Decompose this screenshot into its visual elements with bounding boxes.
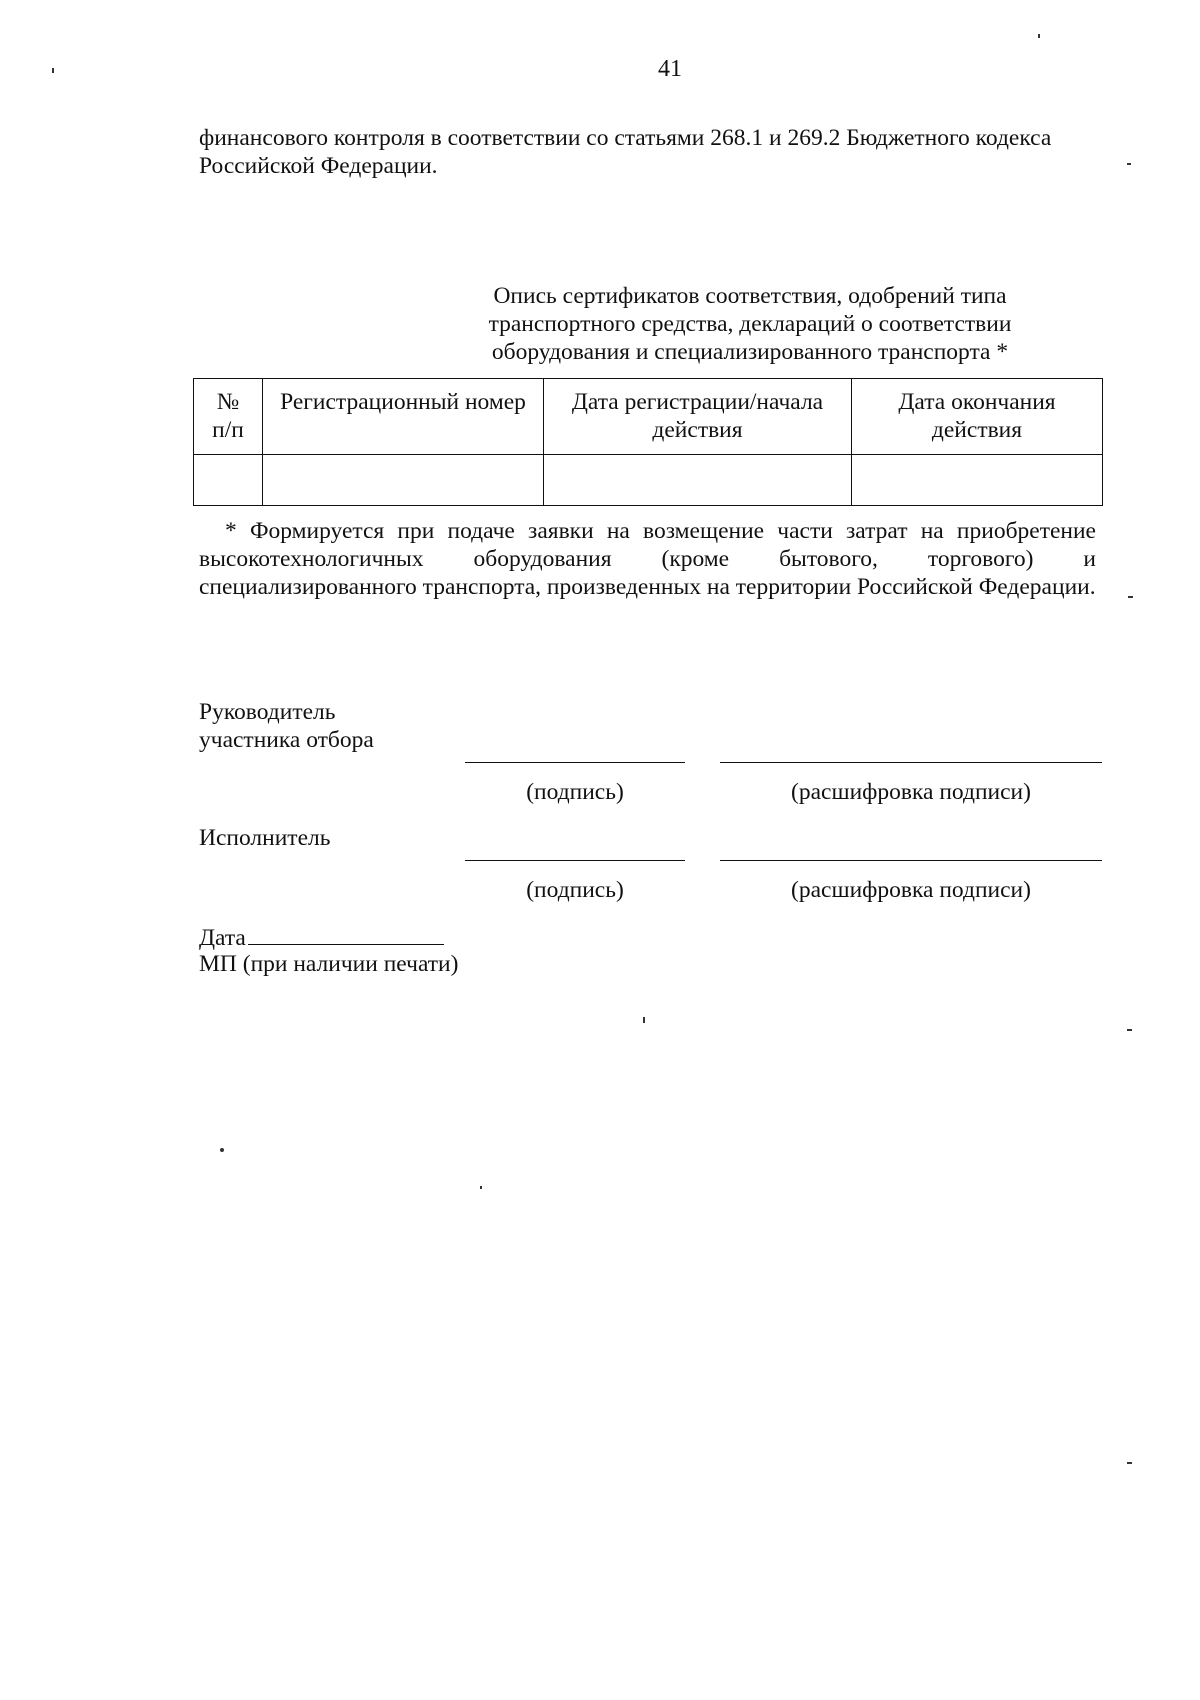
executor-label: Исполнитель: [199, 825, 331, 851]
scan-speck: [480, 1186, 482, 1189]
date-label: Дата: [199, 925, 246, 951]
header-end-date: [852, 379, 1103, 455]
scan-speck: [1127, 1462, 1132, 1464]
scan-speck: [643, 1017, 645, 1023]
executor-signature-line[interactable]: [465, 860, 685, 861]
table-title-line-2: транспортного средства, деклараций о соответствии: [488, 311, 1012, 337]
table-cell[interactable]: [544, 455, 852, 506]
header-number-line-1: №: [216, 389, 240, 415]
head-decryption-line[interactable]: [720, 762, 1102, 763]
executor-decryption-line[interactable]: [720, 860, 1102, 861]
executor-signature-caption: (подпись): [526, 877, 624, 903]
table-row: [194, 455, 1103, 506]
head-label-line-1: Руководитель: [199, 699, 336, 725]
table-cell[interactable]: [194, 455, 263, 506]
table-cell[interactable]: [852, 455, 1103, 506]
head-label-line-2: участника отбора: [199, 727, 374, 753]
head-signature-caption: (подпись): [526, 779, 624, 805]
date-field-line[interactable]: [248, 922, 444, 945]
footnote: [199, 517, 1096, 601]
header-number: [194, 379, 263, 455]
scan-speck: [1038, 34, 1040, 38]
head-decryption-caption: (расшифровка подписи): [791, 779, 1031, 805]
header-reg-number: Регистрационный номер: [263, 379, 544, 455]
header-end-date-text: Дата окончания действия: [898, 389, 1056, 443]
scan-speck: [1127, 163, 1131, 165]
scan-speck: [220, 1148, 224, 1152]
stamp-label: МП (при наличии печати): [199, 951, 459, 977]
header-number-line-2: п/п: [212, 417, 244, 443]
header-reg-date-text: Дата регистрации/начала действия: [571, 389, 824, 443]
table-cell[interactable]: [263, 455, 544, 506]
certificates-table: [193, 378, 1103, 506]
page-number: 41: [658, 56, 682, 82]
date-row: [199, 922, 444, 952]
intro-paragraph: финансового контроля в соответствии со статьями 268.1 и 269.2 Бюджетного кодекса Российской Федерации.: [199, 125, 1052, 179]
executor-decryption-caption: (расшифровка подписи): [791, 877, 1031, 903]
head-signature-line[interactable]: [465, 762, 685, 763]
footnote-text: * Формируется при подаче заявки на возмещение части затрат на приобретение высокотехнологичных оборудования (кроме бытового, торгового) и специализированного транспорта, произведенных на территории Российской Федерации.: [199, 518, 1096, 600]
scan-speck: [1128, 596, 1133, 598]
header-reg-date: [544, 379, 852, 455]
table-title: [300, 282, 1200, 366]
table-header-row: [194, 379, 1103, 455]
table-title-line-3: оборудования и специализированного транспорта *: [491, 339, 1009, 365]
scan-speck: [1127, 1029, 1132, 1031]
scan-speck: [52, 68, 54, 73]
table-title-line-1: Опись сертификатов соответствия, одобрений типа: [493, 283, 1007, 309]
